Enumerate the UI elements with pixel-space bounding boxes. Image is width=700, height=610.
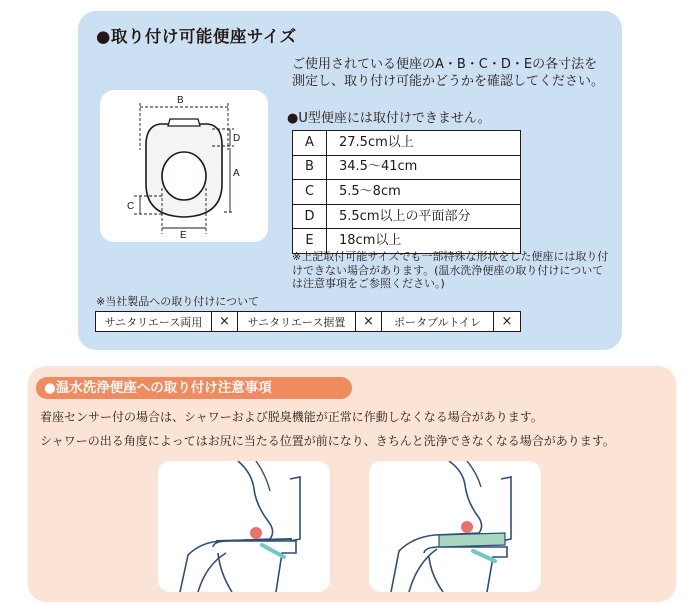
size-value: 27.5cm以上: [327, 131, 521, 156]
size-value: 34.5〜41cm: [327, 155, 521, 180]
dim-label-b: B: [177, 95, 184, 106]
size-value: 18cm以上: [327, 229, 521, 254]
table-row: [293, 131, 521, 156]
size-key: E: [293, 229, 327, 254]
u-type-note: ●U型便座には取付けできません。: [287, 111, 491, 126]
seat-opening: [162, 152, 206, 200]
dim-label-a: A: [233, 168, 240, 179]
caution-section-title: ●温水洗浄便座への取り付け注意事項: [36, 377, 352, 399]
size-key: D: [293, 204, 327, 229]
seated-illustration-normal: [158, 461, 330, 592]
target-dot-normal: [250, 527, 262, 539]
compat-mark: ×: [212, 312, 238, 331]
seated-illustration-raised: [369, 461, 541, 592]
compat-product-name: サニタリエース据置: [238, 312, 356, 331]
measure-instructions: ご使用されている便座のA・B・C・D・Eの各寸法を測定し、取り付け可能かどうかを確認してください。: [292, 57, 605, 89]
compat-product-name: ポータブルトイレ: [382, 312, 494, 331]
table-row: [293, 204, 521, 229]
dim-label-d: D: [233, 133, 241, 144]
lid-hinge: [168, 119, 200, 126]
seat-dimension-svg: [100, 90, 268, 242]
caution-text-shower-angle: シャワーの出る角度によってはお尻に当たる位置が前になり、きちんと洗浄できなくなる場合があります。: [40, 434, 615, 448]
size-key: C: [293, 180, 327, 205]
washlet-caution-panel: [28, 366, 676, 602]
compat-product-name: サニタリエース両用: [96, 312, 212, 331]
caution-text-sensor: 着座センサー付の場合は、シャワーおよび脱臭機能が正常に作動しなくなる場合があります。: [40, 410, 543, 424]
compat-mark: ×: [356, 312, 382, 331]
size-value: 5.5〜8cm: [327, 180, 521, 205]
dim-label-e: E: [180, 230, 187, 241]
compat-table: [95, 311, 521, 332]
seated-person-raised-svg: [369, 461, 541, 592]
size-fine-print: ※上記取付可能サイズでも一部特殊な形状をした便座には取り付けできない場合があります。(温水洗浄便座の取り付けについては注意事項をご参照ください。): [292, 250, 609, 290]
toilet-seat-diagram: [100, 90, 268, 242]
table-row: [293, 180, 521, 205]
seated-person-svg: [158, 461, 330, 592]
target-dot-raised: [461, 521, 473, 533]
compat-caption: ※当社製品への取り付けについて: [96, 295, 259, 308]
size-section-title: ●取り付け可能便座サイズ: [96, 27, 297, 46]
size-value: 5.5cm以上の平面部分: [327, 204, 521, 229]
size-table: [292, 130, 521, 254]
size-key: B: [293, 155, 327, 180]
compat-mark: ×: [501, 314, 513, 329]
table-row: [293, 155, 521, 180]
size-key: A: [293, 131, 327, 156]
dim-label-c: C: [127, 201, 135, 212]
